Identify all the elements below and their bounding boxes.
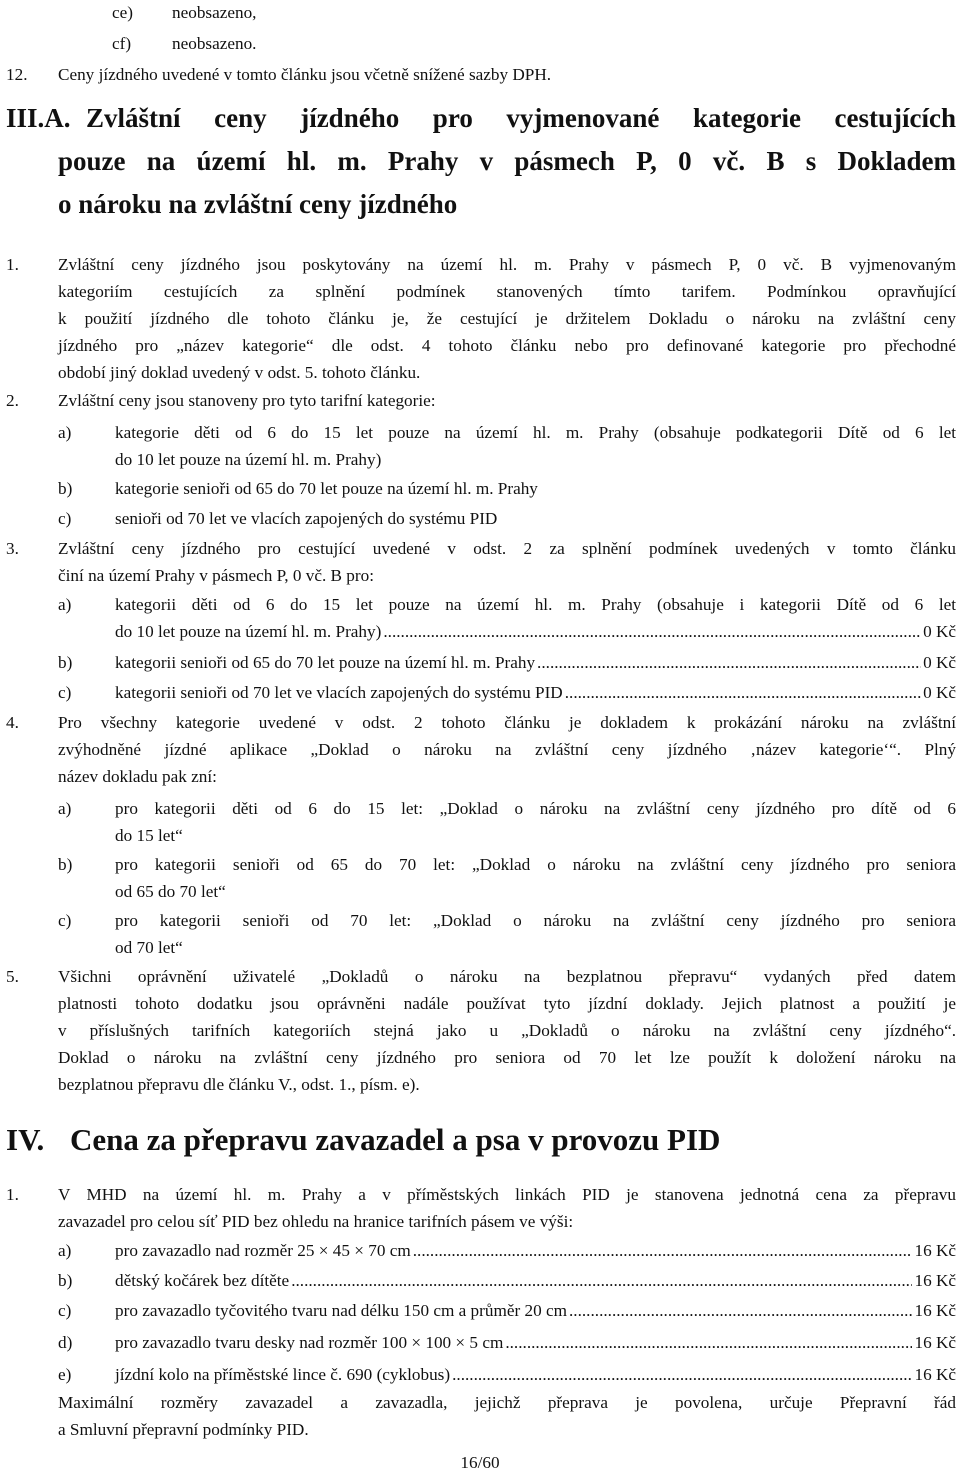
- dot-leader: [383, 619, 921, 646]
- dot-leader: [452, 1362, 912, 1389]
- section-title-line: o nároku na zvláštní ceny jízdného: [58, 189, 458, 219]
- paragraph-line: a Smluvní přepravní podmínky PID.: [58, 1420, 309, 1439]
- paragraph-line: Zvláštní ceny jízdného pro cestující uvedené v odst. 2 za splnění podmínek uvedených v tomto článku: [58, 539, 956, 558]
- price: 16 Kč: [914, 1301, 956, 1320]
- list-text: kategorii děti od 6 do 15 let pouze na území hl. m. Prahy (obsahuje i kategorii Dítě od 6 let: [115, 595, 956, 614]
- dot-leader: [413, 1238, 913, 1265]
- paragraph-line: k použití jízdného dle tohoto článku je, že cestující je držitelem Dokladu o nároku na zvláštní ceny: [58, 309, 956, 328]
- paragraph-line: jízdného pro „název kategorie“ dle odst. 4 tohoto článku nebo pro definované kategorie pro přechodné: [58, 336, 956, 355]
- list-text: neobsazeno,: [172, 3, 257, 22]
- paragraph-line: v příslušných tarifních kategoriích stejná jako u „Dokladů o nároku na zvláštní ceny jízdného“.: [58, 1021, 956, 1040]
- list-label: a): [58, 1241, 72, 1260]
- list-text: do 10 let pouze na území hl. m. Prahy): [115, 622, 382, 641]
- list-text: pro kategorii senioři od 65 do 70 let: „Doklad o nároku na zvláštní ceny jízdného pro seniora: [115, 855, 956, 874]
- list-text: pro kategorii děti od 6 do 15 let: „Doklad o nároku na zvláštní ceny jízdného pro dítě od 6: [115, 799, 956, 818]
- section-title-line: pouze na území hl. m. Prahy v pásmech P, 0 vč. B s Dokladem: [58, 146, 956, 176]
- paragraph-line: období jiný doklad uvedený v odst. 5. tohoto článku.: [58, 363, 421, 382]
- list-text: kategorii senioři od 65 do 70 let pouze na území hl. m. Prahy: [115, 653, 536, 672]
- section-title: Cena za přepravu zavazadel a psa v provozu PID: [70, 1122, 721, 1157]
- list-text: pro kategorii senioři od 70 let: „Doklad o nároku na zvláštní ceny jízdného pro seniora: [115, 911, 956, 930]
- list-text: pro zavazadlo tvaru desky nad rozměr 100 × 100 × 5 cm: [115, 1333, 504, 1352]
- price-row: [115, 680, 956, 707]
- list-text: do 15 let“: [115, 826, 183, 845]
- price: 0 Kč: [923, 653, 956, 672]
- paragraph-number: 4.: [6, 713, 19, 732]
- paragraph-line: Maximální rozměry zavazadel a zavazadla, jejichž přeprava je povolena, určuje Přepravní řád: [58, 1393, 956, 1412]
- list-label: d): [58, 1333, 73, 1352]
- list-text: kategorii senioři od 70 let ve vlacích zapojených do systému PID: [115, 683, 563, 702]
- list-label: a): [58, 595, 72, 614]
- paragraph-line: platnosti tohoto dodatku jsou oprávněni nadále používat tyto jízdní doklady. Jejich platnost a použití je: [58, 994, 956, 1013]
- section-number: IV.: [6, 1122, 45, 1157]
- paragraph-line: zvýhodněné jízdné aplikace „Doklad o nároku na zvláštní ceny jízdného ‚název kategorie‘“. Plný: [58, 740, 956, 759]
- list-label: c): [58, 683, 72, 702]
- list-text: od 70 let“: [115, 938, 183, 957]
- list-text: od 65 do 70 let“: [115, 882, 226, 901]
- price: 16 Kč: [914, 1333, 956, 1352]
- item-number: 12.: [6, 65, 28, 84]
- price: 16 Kč: [914, 1241, 956, 1260]
- paragraph-line: Zvláštní ceny jsou stanoveny pro tyto tarifní kategorie:: [58, 391, 436, 410]
- price-row: [115, 650, 956, 677]
- paragraph-line: název dokladu pak zní:: [58, 767, 217, 786]
- paragraph-number: 3.: [6, 539, 19, 558]
- price: 0 Kč: [923, 622, 956, 641]
- paragraph-line: zavazadel pro celou síť PID bez ohledu na hranice tarifních pásem ve výši:: [58, 1212, 574, 1231]
- list-text: kategorie senioři od 65 do 70 let pouze na území hl. m. Prahy: [115, 479, 538, 498]
- list-label: b): [58, 855, 73, 874]
- list-label: e): [58, 1365, 72, 1384]
- list-text: senioři od 70 let ve vlacích zapojených do systému PID: [115, 509, 498, 528]
- paragraph-number: 5.: [6, 967, 19, 986]
- list-label: ce): [112, 3, 133, 22]
- list-label: a): [58, 799, 72, 818]
- list-text: dětský kočárek bez dítěte: [115, 1271, 290, 1290]
- list-label: c): [58, 509, 72, 528]
- price-row: [115, 1298, 956, 1325]
- list-label: b): [58, 1271, 73, 1290]
- list-label: b): [58, 653, 73, 672]
- paragraph-line: Zvláštní ceny jízdného jsou poskytovány na území hl. m. Prahy v pásmech P, 0 vč. B vyjmenovaným: [58, 255, 956, 274]
- dot-leader: [505, 1330, 912, 1357]
- price-row: [115, 1268, 956, 1295]
- section-title-line: Zvláštní ceny jízdného pro vyjmenované kategorie cestujících: [86, 103, 956, 133]
- price-row: [115, 1330, 956, 1357]
- dot-leader: [565, 680, 921, 707]
- list-text: do 10 let pouze na území hl. m. Prahy): [115, 450, 382, 469]
- item-text: Ceny jízdného uvedené v tomto článku jsou včetně snížené sazby DPH.: [58, 65, 552, 84]
- price: 0 Kč: [923, 683, 956, 702]
- price: 16 Kč: [914, 1271, 956, 1290]
- paragraph-line: Doklad o nároku na zvláštní ceny jízdného pro seniora od 70 let lze použít k doložení nároku na: [58, 1048, 956, 1067]
- list-text: kategorie děti od 6 do 15 let pouze na území hl. m. Prahy (obsahuje podkategorii Dítě od 6 let: [115, 423, 956, 442]
- page-number: 16/60: [460, 1453, 500, 1472]
- list-label: b): [58, 479, 73, 498]
- list-text: pro zavazadlo tyčovitého tvaru nad délku 150 cm a průměr 20 cm: [115, 1301, 567, 1320]
- paragraph-number: 1.: [6, 1185, 19, 1204]
- dot-leader: [291, 1268, 912, 1295]
- dot-leader: [569, 1298, 912, 1325]
- paragraph-line: bezplatnou přepravu dle článku V., odst. 1., písm. e).: [58, 1075, 420, 1094]
- list-text: pro zavazadlo nad rozměr 25 × 45 × 70 cm: [115, 1241, 411, 1260]
- list-label: cf): [112, 34, 132, 53]
- paragraph-number: 1.: [6, 255, 19, 274]
- paragraph-number: 2.: [6, 391, 19, 410]
- list-text: jízdní kolo na příměstské lince č. 690 (cyklobus): [115, 1365, 451, 1384]
- list-label: a): [58, 423, 72, 442]
- list-text: neobsazeno.: [172, 34, 257, 53]
- list-label: c): [58, 1301, 72, 1320]
- paragraph-line: Pro všechny kategorie uvedené v odst. 2 tohoto článku je dokladem k prokázání nároku na zvláštní: [58, 713, 956, 732]
- price-row: [115, 1238, 956, 1265]
- dot-leader: [537, 650, 921, 677]
- price: 16 Kč: [914, 1365, 956, 1384]
- list-label: c): [58, 911, 72, 930]
- paragraph-line: kategoriím cestujících za splnění podmínek stanovených tímto tarifem. Podmínkou opravňující: [58, 282, 956, 301]
- paragraph-line: V MHD na území hl. m. Prahy a v příměstských linkách PID je stanovena jednotná cena za přepravu: [58, 1185, 956, 1204]
- paragraph-line: Všichni oprávnění uživatelé „Dokladů o nároku na bezplatnou přepravu“ vydaných před datem: [58, 967, 956, 986]
- price-row: [115, 619, 956, 646]
- section-number: III.A.: [6, 103, 71, 133]
- price-row: [115, 1362, 956, 1389]
- paragraph-line: činí na území Prahy v pásmech P, 0 vč. B pro:: [58, 566, 374, 585]
